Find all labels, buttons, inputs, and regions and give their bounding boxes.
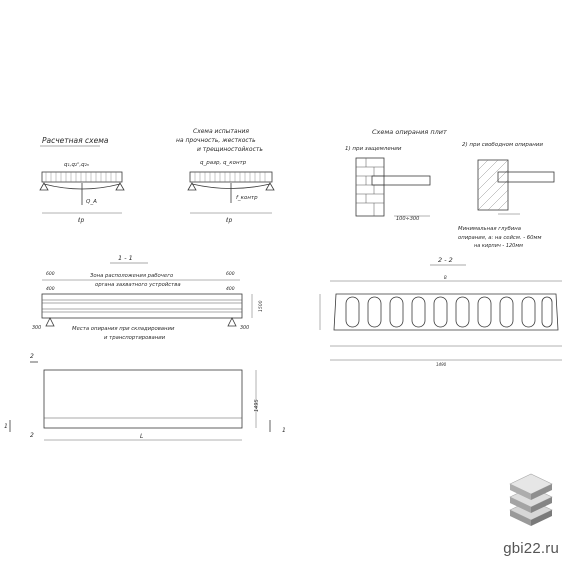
plan-mark-bottom: 2 <box>30 432 34 439</box>
calc-load-hatching <box>46 172 116 182</box>
zone-text-1: Зона расположения рабочего <box>90 273 174 279</box>
section-2-2-top-dim-label: B <box>444 275 447 280</box>
storage-support-left <box>46 318 54 326</box>
test-load-hatching <box>195 172 265 182</box>
watermark-text[interactable]: gbi22.ru <box>503 540 559 557</box>
site-logo-icon <box>500 470 562 532</box>
section-2-2-bottom-dim-label: 1490 <box>436 362 447 367</box>
calc-scheme <box>40 136 124 224</box>
test-span-label: ℓр <box>226 217 233 224</box>
calc-load-block <box>42 172 122 182</box>
test-load-label: q_разр, q_контр <box>200 160 247 166</box>
calc-load-label: q₁,q₂ⁿ,q₂ₙ <box>64 162 89 168</box>
plan-mark-left: 1 <box>4 423 8 430</box>
support-note-3: на кирпич - 120мм <box>474 243 523 249</box>
support-scheme <box>345 128 554 249</box>
test-load-block <box>190 172 272 182</box>
dim-right-600: 600 <box>226 272 235 277</box>
plan-mark-top: 2 <box>30 353 34 360</box>
plan-width-label: 1495 <box>254 399 260 412</box>
dim-left-400: 400 <box>46 287 55 292</box>
support-case-1-label: 1) при защемлении <box>345 146 402 152</box>
test-scheme-title-2: на прочность, жесткость <box>176 137 256 144</box>
support-dim-label: 100÷300 <box>396 216 420 222</box>
slab-plan-outline <box>44 370 242 428</box>
support-case-2-detail <box>478 160 554 214</box>
test-scheme-title-1: Схема испытания <box>193 128 250 135</box>
plan-length-label: L <box>140 433 144 440</box>
support-case-1-detail <box>356 158 430 222</box>
plan-mark-right: 1 <box>282 427 286 434</box>
storage-text-1: Места опирания при складировании <box>72 326 175 332</box>
test-reaction-label: f_контр <box>236 195 258 201</box>
dim-left-600: 600 <box>46 272 55 277</box>
calc-span-label: ℓр <box>78 217 85 224</box>
support-case-2-label: 2) при свободном опирании <box>462 142 543 148</box>
test-scheme <box>176 128 274 224</box>
calc-scheme-title: Расчетная схема <box>42 136 109 145</box>
section-1-1 <box>32 254 264 341</box>
hollow-cores <box>346 297 552 327</box>
dim-bottom-left: 300 <box>32 326 42 331</box>
support-scheme-title: Схема опирания плит <box>372 128 447 136</box>
section-1-1-label: 1 - 1 <box>118 254 133 262</box>
support-note-2: опирания, а: на сейсм. - 60мм <box>458 235 542 241</box>
test-scheme-title-3: и трещиностойкость <box>197 146 263 153</box>
dim-bottom-right: 300 <box>240 326 250 331</box>
calc-reaction-label: Q_A <box>86 199 97 205</box>
zone-text-2: органа захватного устройства <box>95 282 181 288</box>
plan-view <box>4 353 286 440</box>
dim-height: 1500 <box>259 300 264 312</box>
section-2-2 <box>320 256 562 367</box>
storage-support-right <box>228 318 236 326</box>
dim-right-400: 400 <box>226 287 235 292</box>
storage-text-2: и транспортировании <box>104 335 166 341</box>
slab-longitudinal-section <box>42 294 242 318</box>
support-note-1: Минимальная глубина <box>458 226 521 232</box>
section-2-2-label: 2 - 2 <box>438 256 453 264</box>
